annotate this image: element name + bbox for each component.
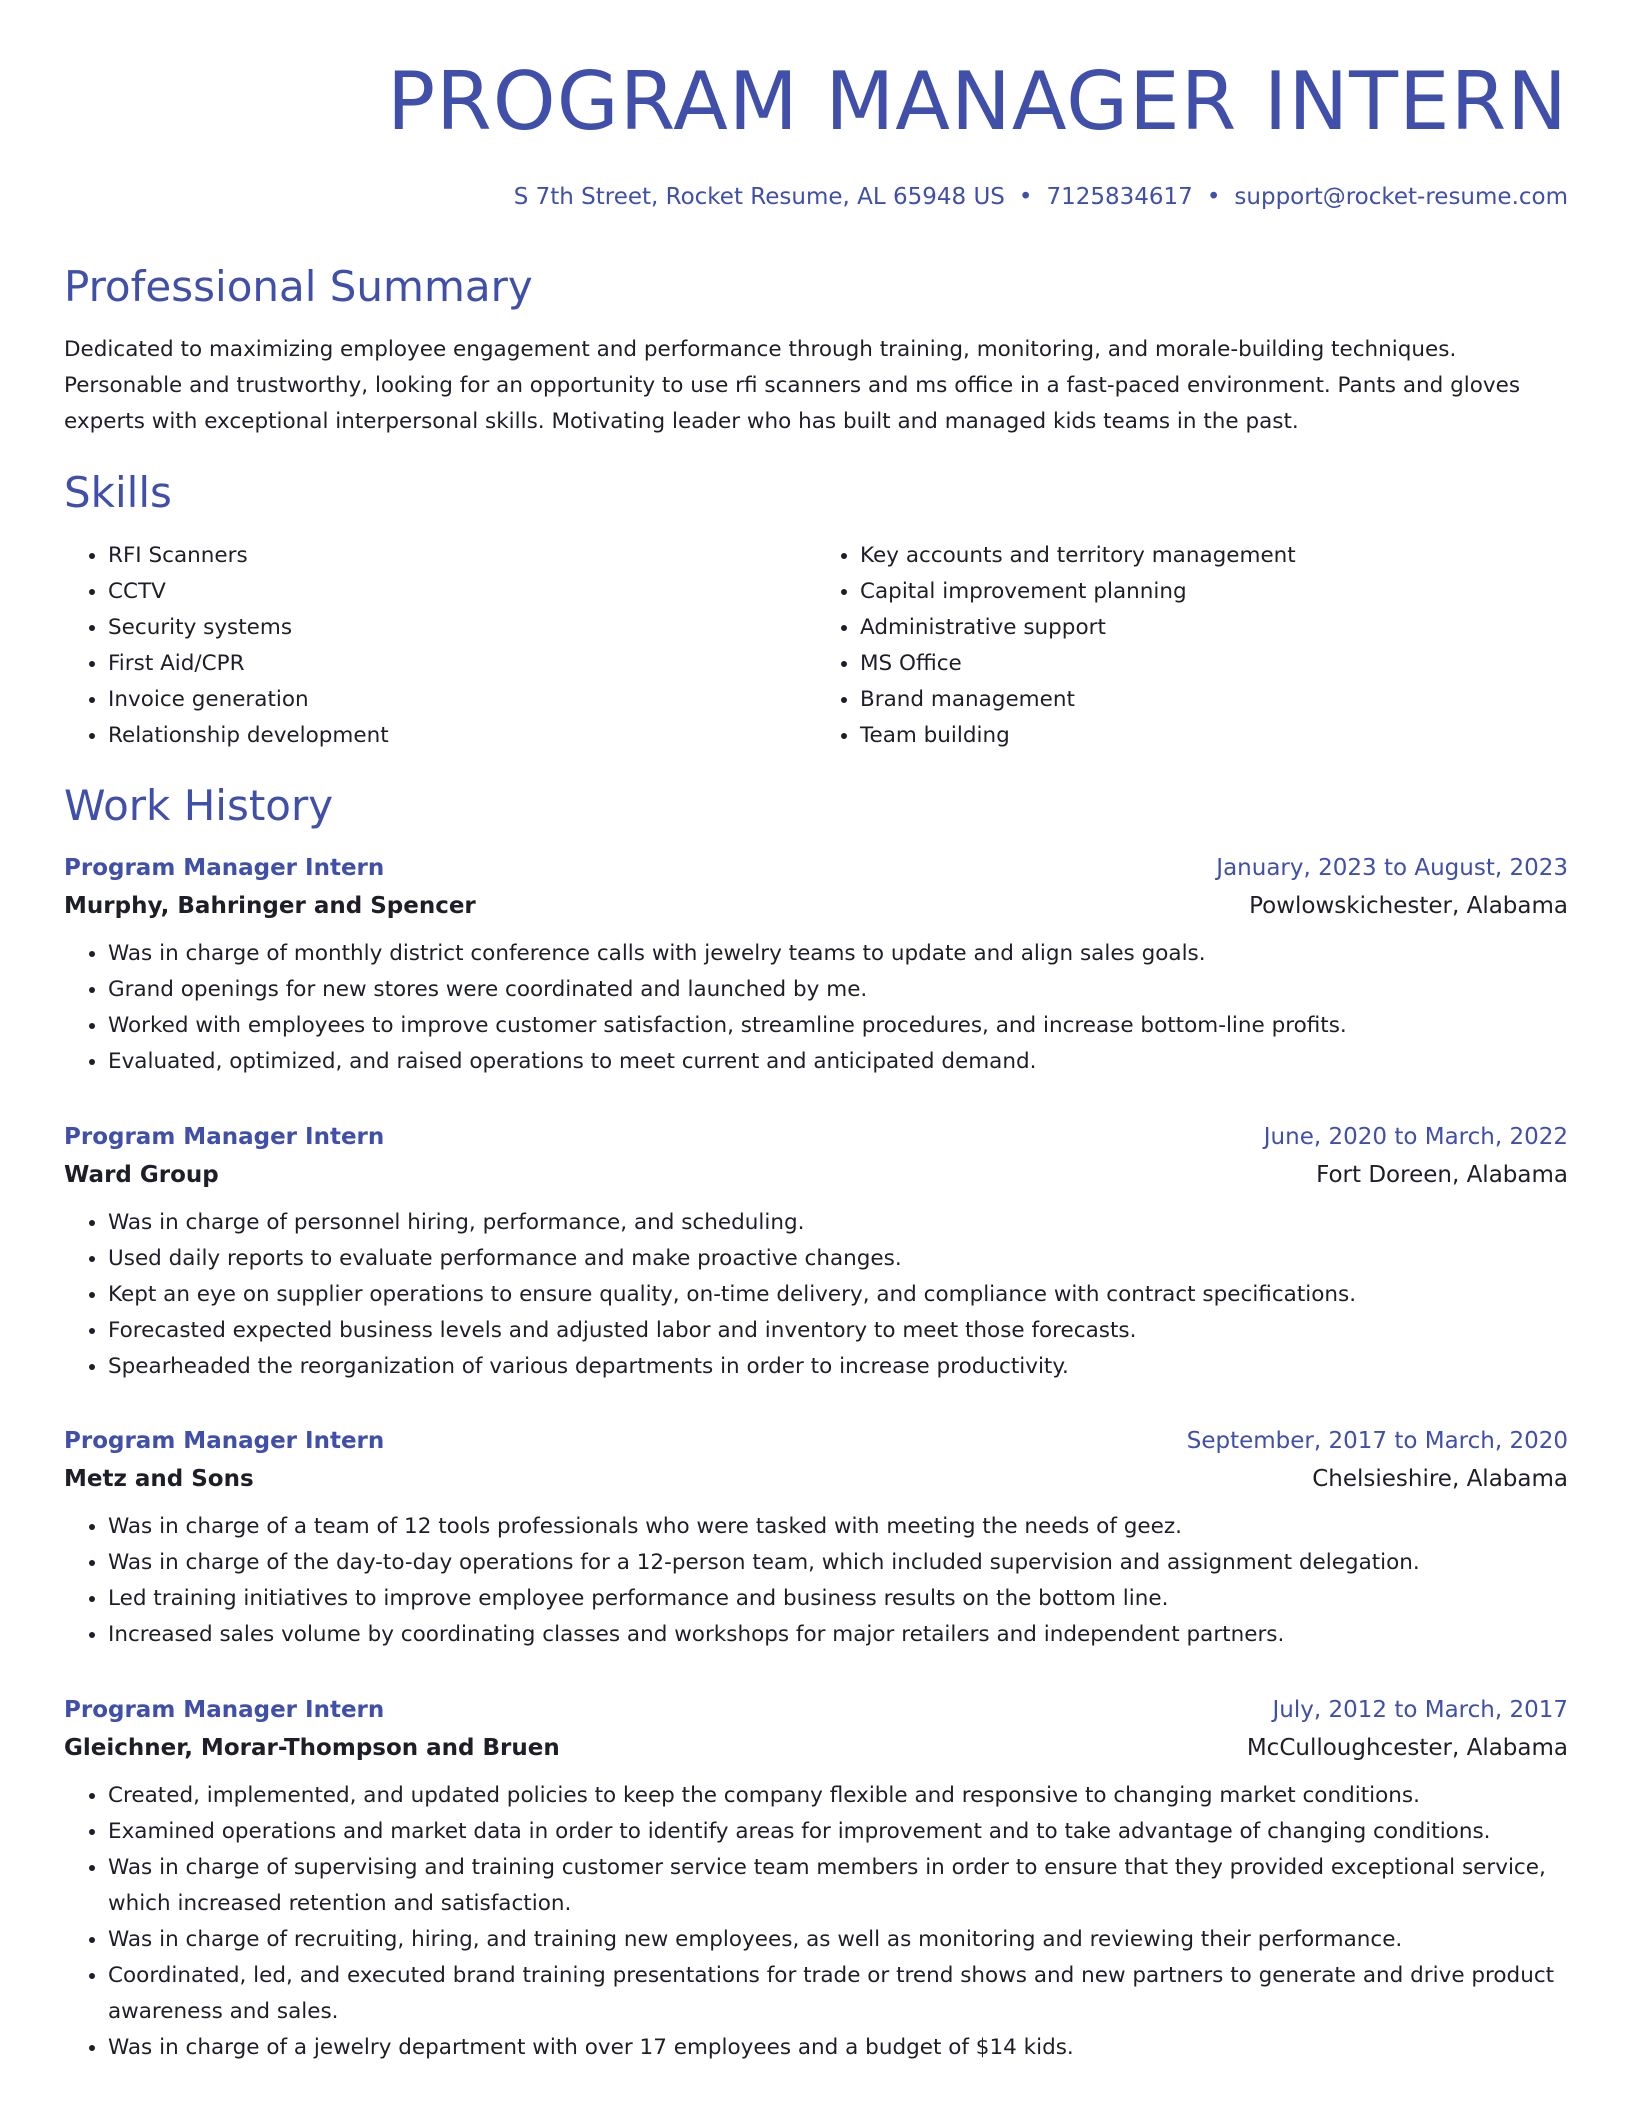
job-location: Powlowskichester, Alabama	[1249, 893, 1568, 919]
job-entry	[64, 850, 1568, 1080]
skill-item: • Brand management	[860, 682, 1568, 718]
job-company: Gleichner, Morar-Thompson and Bruen	[64, 1735, 560, 1761]
job-dates: January, 2023 to August, 2023	[1216, 855, 1568, 881]
job-bullet: • Worked with employees to improve customer satisfaction, streamline procedures, and increase bottom-line profits.	[108, 1008, 1568, 1044]
job-location: Chelsieshire, Alabama	[1312, 1466, 1568, 1492]
contact-line	[514, 180, 1568, 214]
skill-item: • Administrative support	[860, 610, 1568, 646]
skill-item: • Key accounts and territory management	[860, 538, 1568, 574]
contact-email[interactable]: support@rocket-resume.com	[1234, 184, 1568, 210]
job-bullets	[64, 936, 1568, 1080]
job-bullets	[64, 1778, 1568, 2066]
job-dates: September, 2017 to March, 2020	[1186, 1428, 1568, 1454]
skills-column-right	[816, 538, 1568, 754]
job-entry	[64, 1423, 1568, 1653]
job-dates: July, 2012 to March, 2017	[1272, 1697, 1568, 1723]
skill-item: • Security systems	[108, 610, 816, 646]
job-bullet: • Was in charge of the day-to-day operations for a 12-person team, which included supervision and assignment delegation.	[108, 1545, 1568, 1581]
job-bullet: • Coordinated, led, and executed brand training presentations for trade or trend shows and new partners to generate and drive product awareness and sales.	[108, 1958, 1568, 2030]
work-history-heading: Work History	[64, 781, 334, 830]
skill-item: • RFI Scanners	[108, 538, 816, 574]
skill-item: • Team building	[860, 718, 1568, 754]
job-bullet: • Increased sales volume by coordinating classes and workshops for major retailers and independent partners.	[108, 1617, 1568, 1653]
job-bullet: • Examined operations and market data in order to identify areas for improvement and to take advantage of changing conditions.	[108, 1814, 1568, 1850]
skill-item: • MS Office	[860, 646, 1568, 682]
job-bullet: • Was in charge of a jewelry department with over 17 employees and a budget of $14 kids.	[108, 2030, 1568, 2066]
job-title: Program Manager Intern	[64, 855, 385, 881]
job-company: Ward Group	[64, 1162, 219, 1188]
skill-item: • First Aid/CPR	[108, 646, 816, 682]
skills-list	[64, 538, 1568, 754]
contact-separator: •	[1206, 184, 1221, 210]
job-bullet: • Kept an eye on supplier operations to ensure quality, on-time delivery, and compliance with contract specifications.	[108, 1277, 1568, 1313]
job-bullet: • Was in charge of a team of 12 tools professionals who were tasked with meeting the needs of geez.	[108, 1509, 1568, 1545]
job-bullet: • Grand openings for new stores were coordinated and launched by me.	[108, 972, 1568, 1008]
job-bullet: • Was in charge of monthly district conference calls with jewelry teams to update and align sales goals.	[108, 936, 1568, 972]
job-bullet: • Spearheaded the reorganization of various departments in order to increase productivity.	[108, 1349, 1568, 1385]
job-bullets	[64, 1205, 1568, 1385]
job-company: Metz and Sons	[64, 1466, 254, 1492]
job-bullet: • Forecasted expected business levels and adjusted labor and inventory to meet those forecasts.	[108, 1313, 1568, 1349]
job-entry	[64, 1119, 1568, 1385]
job-bullet: • Led training initiatives to improve employee performance and business results on the bottom line.	[108, 1581, 1568, 1617]
contact-phone: 7125834617	[1046, 184, 1193, 210]
job-bullet: • Created, implemented, and updated policies to keep the company flexible and responsive to changing market conditions.	[108, 1778, 1568, 1814]
job-company: Murphy, Bahringer and Spencer	[64, 893, 476, 919]
contact-separator: •	[1018, 184, 1033, 210]
job-title: Program Manager Intern	[64, 1697, 385, 1723]
job-bullet: • Was in charge of recruiting, hiring, and training new employees, as well as monitoring and reviewing their performance.	[108, 1922, 1568, 1958]
summary-heading: Professional Summary	[64, 262, 533, 311]
job-location: McCulloughcester, Alabama	[1246, 1735, 1568, 1761]
skill-item: • Relationship development	[108, 718, 816, 754]
summary-text: Dedicated to maximizing employee engagement and performance through training, monitoring, and morale-building techniques. Personable and trustworthy, looking for an opportunity to use rfi scanners and ms office in a fast-paced environment. Pants and gloves experts with exceptional interpersonal skills. Motivating leader who has built and managed kids teams in the past.	[64, 337, 1521, 434]
job-bullet: • Used daily reports to evaluate performance and make proactive changes.	[108, 1241, 1568, 1277]
job-bullet: • Evaluated, optimized, and raised operations to meet current and anticipated demand.	[108, 1044, 1568, 1080]
resume-title: PROGRAM MANAGER INTERN	[386, 55, 1568, 148]
skill-item: • Invoice generation	[108, 682, 816, 718]
job-dates: June, 2020 to March, 2022	[1263, 1124, 1568, 1150]
job-title: Program Manager Intern	[64, 1124, 385, 1150]
skill-item: • CCTV	[108, 574, 816, 610]
job-location: Fort Doreen, Alabama	[1316, 1162, 1568, 1188]
job-title: Program Manager Intern	[64, 1428, 385, 1454]
job-bullet: • Was in charge of personnel hiring, performance, and scheduling.	[108, 1205, 1568, 1241]
job-bullets	[64, 1509, 1568, 1653]
job-bullet: • Was in charge of supervising and training customer service team members in order to ensure that they provided exceptional service, which increased retention and satisfaction.	[108, 1850, 1568, 1922]
job-entry	[64, 1692, 1568, 2066]
contact-address: S 7th Street, Rocket Resume, AL 65948 US	[513, 184, 1005, 210]
skills-heading: Skills	[64, 468, 172, 517]
skill-item: • Capital improvement planning	[860, 574, 1568, 610]
skills-column-left	[64, 538, 816, 754]
